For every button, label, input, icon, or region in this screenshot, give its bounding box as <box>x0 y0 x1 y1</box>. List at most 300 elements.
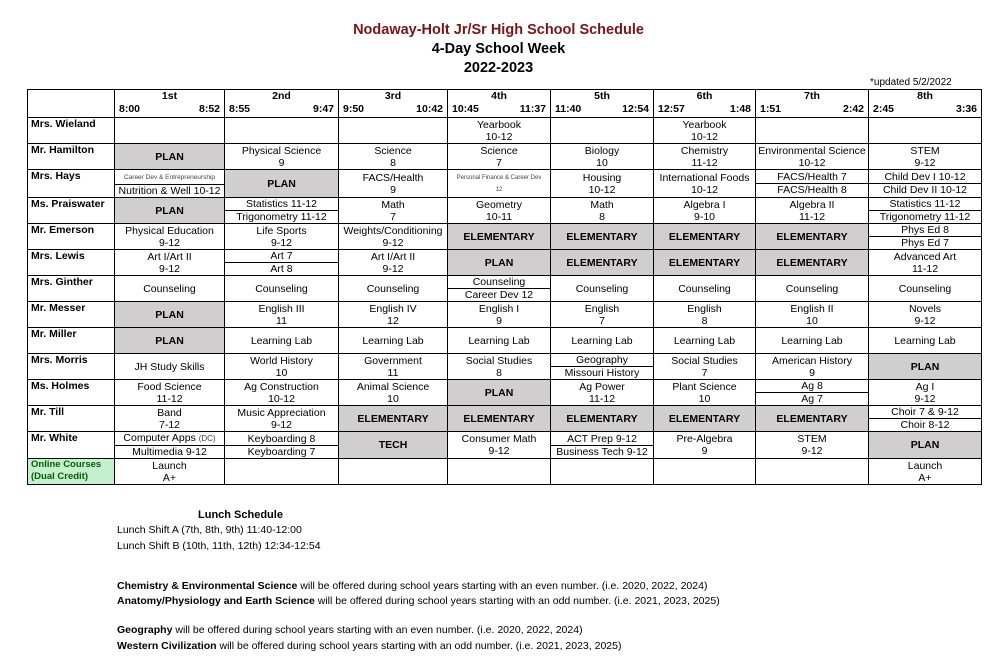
split-cell <box>869 170 982 198</box>
schedule-cell: ELEMENTARY <box>448 224 551 250</box>
course-cell <box>339 224 448 250</box>
empty-cell <box>654 459 756 485</box>
period-start: 12:57 <box>658 103 685 115</box>
course-cell <box>448 170 551 198</box>
teacher-name: Ms. Praiswater <box>28 198 115 224</box>
course-grade: 11-12 <box>798 210 826 223</box>
period-name: 4th <box>491 90 507 102</box>
schedule-cell: Counseling <box>756 276 869 302</box>
split-cell <box>869 198 982 224</box>
course-cell <box>448 302 551 328</box>
course-grade: 8 <box>390 156 396 169</box>
split-cell <box>115 432 225 459</box>
course-cell <box>115 250 225 276</box>
period-header <box>551 90 654 118</box>
course-cell <box>225 406 339 432</box>
period-times <box>339 103 447 116</box>
split-bottom: Keyboarding 7 <box>247 445 316 458</box>
period-header-row <box>28 90 982 118</box>
course-cell <box>339 380 448 406</box>
teacher-name: Mr. Hamilton <box>28 144 115 170</box>
split-top <box>448 276 550 289</box>
schedule-cell: PLAN <box>869 432 982 459</box>
schedule-cell: ELEMENTARY <box>654 224 756 250</box>
split-top-text: Phys Ed 8 <box>901 224 949 236</box>
teacher-name: Mr. White <box>28 432 115 459</box>
course-grade: 9 <box>701 445 708 457</box>
course-name: English III <box>258 302 305 315</box>
split-top-text: Geography <box>576 354 628 366</box>
course-grade: 10 <box>275 366 288 379</box>
split-cell <box>225 432 339 459</box>
course-cell <box>869 250 982 276</box>
schedule-cell: JH Study Skills <box>115 354 225 380</box>
course-name: Art I/Art II <box>370 250 416 263</box>
course-grade: 10 <box>806 314 818 327</box>
schedule-row <box>28 432 982 459</box>
course-cell <box>756 354 869 380</box>
split-top <box>115 170 224 185</box>
split-top <box>551 433 653 446</box>
split-bottom: Nutrition & Well 10-12 <box>118 185 221 197</box>
schedule-cell: Counseling <box>115 276 225 302</box>
schedule-cell: ELEMENTARY <box>339 406 448 432</box>
schedule-row <box>28 198 982 224</box>
schedule-row <box>28 144 982 170</box>
course-cell <box>654 144 756 170</box>
schedule-cell: Counseling <box>869 276 982 302</box>
schedule-cell: ELEMENTARY <box>551 250 654 276</box>
period-end: 1:48 <box>729 103 751 115</box>
lunch-heading: Lunch Schedule <box>198 509 283 521</box>
split-cell <box>869 406 982 432</box>
split-cell <box>551 432 654 459</box>
course-name: Launch <box>152 459 187 472</box>
split-bottom: Choir 8-12 <box>900 419 950 431</box>
course-cell <box>225 302 339 328</box>
course-grade: 7 <box>701 366 708 379</box>
course-grade: A+ <box>918 471 932 484</box>
dual-credit-tag: (DC) <box>198 434 216 443</box>
course-cell <box>654 170 756 198</box>
course-name: Pre-Algebra <box>676 433 733 445</box>
period-header <box>115 90 225 118</box>
schedule-row <box>28 250 982 276</box>
schedule-cell: Learning Lab <box>551 328 654 354</box>
split-cell <box>115 170 225 198</box>
schedule-cell: Learning Lab <box>756 328 869 354</box>
schedule-cell: Counseling <box>551 276 654 302</box>
course-grade: 9-12 <box>801 445 823 457</box>
split-bottom: Ag 7 <box>801 393 823 405</box>
split-top <box>225 433 338 446</box>
schedule-cell: Learning Lab <box>448 328 551 354</box>
course-name: Math <box>381 198 405 211</box>
course-grade: 9-10 <box>693 210 715 223</box>
schedule-cell: ELEMENTARY <box>551 406 654 432</box>
course-cell <box>869 459 982 485</box>
course-cell <box>225 380 339 406</box>
period-start: 8:55 <box>229 103 251 115</box>
schedule-cell: Learning Lab <box>869 328 982 354</box>
split-cell <box>225 198 339 224</box>
period-name: 3rd <box>384 90 402 102</box>
course-cell <box>654 118 756 144</box>
course-cell <box>869 302 982 328</box>
split-top-text: Counseling <box>472 276 526 288</box>
course-cell <box>448 198 551 224</box>
period-times <box>115 103 224 116</box>
split-top <box>869 224 981 237</box>
split-bottom: Art 8 <box>270 263 293 275</box>
lunch-shift-b: Lunch Shift B (10th, 11th, 12th) 12:34-12:54 <box>117 540 321 552</box>
course-cell <box>654 380 756 406</box>
split-cell <box>225 250 339 276</box>
schedule-cell: PLAN <box>115 328 225 354</box>
course-cell <box>115 459 225 485</box>
teacher-name: Mr. Till <box>28 406 115 432</box>
schedule-cell: ELEMENTARY <box>448 406 551 432</box>
period-name: 2nd <box>272 90 291 102</box>
course-name: Weights/Conditioning <box>343 224 443 237</box>
course-name: FACS/Health <box>362 171 424 184</box>
school-title: Nodaway-Holt Jr/Sr High School Schedule <box>353 22 644 38</box>
split-bottom: Business Tech 9-12 <box>556 445 648 458</box>
split-top-text: Child Dev I 10-12 <box>884 171 966 183</box>
course-cell <box>115 406 225 432</box>
schedule-cell: PLAN <box>115 198 225 224</box>
course-name: STEM <box>910 144 940 157</box>
split-top-text: Keyboarding 8 <box>247 432 316 445</box>
schedule-row <box>28 328 982 354</box>
period-name: 7th <box>804 90 820 102</box>
split-top-text: Choir 7 & 9-12 <box>891 406 959 418</box>
period-header <box>225 90 339 118</box>
schedule-cell: ELEMENTARY <box>654 406 756 432</box>
course-cell <box>225 144 339 170</box>
course-grade: 9-12 <box>914 156 936 169</box>
split-top <box>756 380 868 393</box>
course-name: Yearbook <box>477 118 521 131</box>
course-grade: 9-12 <box>914 314 936 327</box>
corner-cell <box>28 90 115 118</box>
schedule-cell: PLAN <box>115 144 225 170</box>
course-cell <box>339 198 448 224</box>
course-name: Animal Science <box>356 380 430 393</box>
course-grade: 11-12 <box>691 156 718 169</box>
course-name: Food Science <box>137 380 202 393</box>
schedule-cell: ELEMENTARY <box>551 224 654 250</box>
split-cell <box>869 224 982 250</box>
period-header <box>869 90 982 118</box>
split-bottom: Child Dev II 10-12 <box>882 184 968 196</box>
course-cell <box>551 380 654 406</box>
empty-cell <box>756 118 869 144</box>
course-name: Music Appreciation <box>237 406 326 419</box>
schedule-cell: TECH <box>339 432 448 459</box>
split-bottom: FACS/Health 8 <box>777 184 847 196</box>
course-name: International Foods <box>659 171 750 184</box>
course-cell <box>225 354 339 380</box>
course-name: Housing <box>582 171 622 184</box>
period-header <box>339 90 448 118</box>
course-grade: 9 <box>496 314 502 327</box>
split-cell <box>551 354 654 380</box>
period-end: 10:42 <box>416 103 443 115</box>
course-grade: 10-12 <box>588 183 616 196</box>
course-grade: 11 <box>276 314 287 327</box>
split-bottom: Trigonometry 11-12 <box>879 211 971 223</box>
period-times <box>225 103 338 116</box>
teacher-name: Mr. Emerson <box>28 224 115 250</box>
split-top-text: Computer Apps <box>123 432 196 444</box>
course-name: World History <box>250 354 313 367</box>
course-grade: 8 <box>701 314 708 327</box>
teacher-name: Mrs. Hays <box>28 170 115 198</box>
note-anatomy: Anatomy/Physiology and Earth Science will be offered during school years starting with an odd number. (i.e. 2021, 2023, 2025) <box>117 595 720 607</box>
course-cell <box>339 170 448 198</box>
course-grade: 9-12 <box>914 392 936 405</box>
course-cell <box>654 302 756 328</box>
split-top <box>869 406 981 419</box>
period-end: 3:36 <box>955 103 977 115</box>
course-cell <box>225 224 339 250</box>
schedule-row <box>28 459 982 485</box>
week-subtitle: 4-Day School Week <box>431 41 566 57</box>
course-grade: 9-12 <box>382 236 404 249</box>
schedule-row <box>28 224 982 250</box>
updated-note: *updated 5/2/2022 <box>870 77 952 88</box>
schedule-cell: ELEMENTARY <box>756 406 869 432</box>
course-name: Consumer Math <box>461 433 537 445</box>
course-grade: 9-12 <box>270 236 292 249</box>
course-grade: 10-12 <box>268 392 295 405</box>
split-top <box>756 171 868 184</box>
split-cell <box>448 276 551 302</box>
course-grade: 9 <box>390 183 396 196</box>
schedule-cell: PLAN <box>225 170 339 198</box>
split-top <box>225 250 338 263</box>
course-grade: 9-12 <box>158 236 180 249</box>
split-top-text: Art 7 <box>270 250 293 262</box>
schedule-cell: PLAN <box>448 380 551 406</box>
schedule-row <box>28 118 982 144</box>
course-grade: 10 <box>387 392 399 405</box>
teacher-name: Mrs. Lewis <box>28 250 115 276</box>
schedule-cell: Learning Lab <box>225 328 339 354</box>
note-western-civ: Western Civilization will be offered during school years starting with an odd number. (i.e. 2021, 2023, 2025) <box>117 640 622 652</box>
schedule-row <box>28 380 982 406</box>
course-grade: A+ <box>162 471 177 484</box>
course-grade: 9 <box>278 156 285 169</box>
split-top <box>115 432 224 446</box>
course-name: Yearbook <box>682 118 727 131</box>
course-grade: 10 <box>596 156 608 169</box>
empty-cell <box>339 459 448 485</box>
schedule-cell: Counseling <box>339 276 448 302</box>
course-name: American History <box>772 354 852 367</box>
course-cell <box>551 170 654 198</box>
split-bottom: Multimedia 9-12 <box>132 446 207 458</box>
course-grade: 10-11 <box>485 210 513 223</box>
period-start: 11:40 <box>555 103 582 115</box>
split-top <box>869 171 981 184</box>
split-top-text: ACT Prep 9-12 <box>567 432 637 445</box>
schedule-cell: Learning Lab <box>339 328 448 354</box>
period-end: 11:37 <box>519 103 546 115</box>
empty-cell <box>448 459 551 485</box>
split-top-text: Statistics 11-12 <box>889 198 961 210</box>
course-grade: 9-12 <box>488 445 510 457</box>
period-end: 8:52 <box>198 103 220 115</box>
empty-cell <box>115 118 225 144</box>
period-header <box>756 90 869 118</box>
course-name: English <box>687 302 722 315</box>
course-cell <box>654 432 756 459</box>
course-name: Physical Science <box>241 144 322 157</box>
course-name: Science <box>374 144 412 157</box>
period-start: 1:51 <box>760 103 782 115</box>
split-top-text: Career Dev & Entrepreneurship <box>123 174 216 181</box>
period-header <box>448 90 551 118</box>
course-cell <box>756 144 869 170</box>
course-name: Government <box>364 354 422 367</box>
course-name: Social Studies <box>465 354 533 367</box>
period-times <box>448 103 550 116</box>
course-cell <box>448 118 551 144</box>
course-cell <box>756 198 869 224</box>
period-name: 8th <box>917 90 933 102</box>
period-name: 6th <box>696 90 713 102</box>
course-name: Advanced Art <box>893 250 957 263</box>
course-name: Physical Education <box>125 224 214 237</box>
course-grade: 11 <box>387 366 399 379</box>
course-name: Math <box>590 198 614 211</box>
course-name: English II <box>790 302 834 315</box>
period-start: 9:50 <box>343 103 365 115</box>
split-top-text: Statistics 11-12 <box>245 198 317 210</box>
schedule-cell: ELEMENTARY <box>756 250 869 276</box>
course-cell <box>551 144 654 170</box>
schedule-row <box>28 406 982 432</box>
schedule-table <box>27 89 982 485</box>
period-times <box>756 103 868 116</box>
period-end: 9:47 <box>312 103 334 115</box>
course-cell <box>654 354 756 380</box>
schedule-cell: ELEMENTARY <box>654 250 756 276</box>
course-name: English I <box>478 302 520 315</box>
course-name: Biology <box>584 144 620 157</box>
course-name: Science <box>480 144 518 157</box>
empty-cell <box>869 118 982 144</box>
split-top <box>551 354 653 367</box>
course-name: Chemistry <box>680 144 729 157</box>
course-cell <box>756 302 869 328</box>
course-grade: 9 <box>809 366 815 379</box>
course-grade: 10-12 <box>691 130 718 143</box>
period-start: 2:45 <box>873 103 895 115</box>
course-name: Life Sports <box>256 224 307 237</box>
empty-cell <box>225 459 339 485</box>
teacher-name: Mrs. Wieland <box>28 118 115 144</box>
course-cell <box>869 380 982 406</box>
course-grade: 8 <box>496 366 502 379</box>
schedule-cell: Learning Lab <box>654 328 756 354</box>
course-grade: 12 <box>495 186 503 193</box>
schedule-row <box>28 302 982 328</box>
course-grade: 7 <box>496 156 502 169</box>
course-grade: 7 <box>599 314 605 327</box>
course-grade: 11-12 <box>911 262 939 275</box>
course-grade: 7 <box>390 210 396 223</box>
course-name: STEM <box>797 433 827 445</box>
schedule-cell: Counseling <box>654 276 756 302</box>
course-cell <box>115 224 225 250</box>
teacher-name: Online Courses (Dual Credit) <box>28 459 115 485</box>
course-name: Algebra I <box>683 198 726 211</box>
course-name: Geometry <box>475 198 523 211</box>
course-cell <box>339 354 448 380</box>
teacher-name: Ms. Holmes <box>28 380 115 406</box>
course-grade: 10-12 <box>485 130 513 143</box>
split-top <box>869 198 981 211</box>
period-times <box>551 103 653 116</box>
note-chemistry: Chemistry & Environmental Science will be offered during school years starting with an even number. (i.e. 2020, 2022, 2024) <box>117 580 708 592</box>
period-times <box>654 103 755 116</box>
course-grade: 8 <box>599 210 605 223</box>
schedule-cell: PLAN <box>115 302 225 328</box>
course-cell <box>654 198 756 224</box>
course-grade: 9-12 <box>270 418 292 431</box>
period-start: 8:00 <box>119 103 141 115</box>
course-grade: 10-12 <box>691 183 718 196</box>
course-cell <box>115 380 225 406</box>
empty-cell <box>551 118 654 144</box>
course-grade: 7-12 <box>158 418 180 431</box>
course-grade: 11-12 <box>156 392 183 405</box>
course-cell <box>551 302 654 328</box>
course-name: Band <box>157 406 182 419</box>
empty-cell <box>551 459 654 485</box>
course-name: English IV <box>369 302 417 315</box>
course-cell <box>448 144 551 170</box>
course-grade: 9-12 <box>158 262 180 275</box>
period-times <box>869 103 981 116</box>
schedule-row <box>28 170 982 198</box>
split-bottom: Missouri History <box>564 367 640 379</box>
course-name: English <box>584 302 620 315</box>
teacher-name: Mrs. Morris <box>28 354 115 380</box>
schedule-cell: ELEMENTARY <box>756 224 869 250</box>
period-name: 1st <box>161 90 178 102</box>
course-cell <box>551 198 654 224</box>
course-name: Algebra II <box>789 198 835 211</box>
empty-cell <box>225 118 339 144</box>
course-cell <box>756 432 869 459</box>
course-name: Ag Construction <box>244 380 319 393</box>
schedule-row <box>28 354 982 380</box>
split-bottom: Career Dev 12 <box>464 289 534 301</box>
teacher-name: Mr. Messer <box>28 302 115 328</box>
period-end: 12:54 <box>622 103 649 115</box>
course-name: Novels <box>908 302 942 315</box>
split-bottom: Trigonometry 11-12 <box>236 211 327 223</box>
note-geography: Geography will be offered during school years starting with an even number. (i.e. 2020, 2022, 2024) <box>117 624 583 636</box>
course-cell <box>448 432 551 459</box>
schedule-cell: Counseling <box>225 276 339 302</box>
split-bottom: Phys Ed 7 <box>901 237 949 249</box>
split-cell <box>756 170 869 198</box>
